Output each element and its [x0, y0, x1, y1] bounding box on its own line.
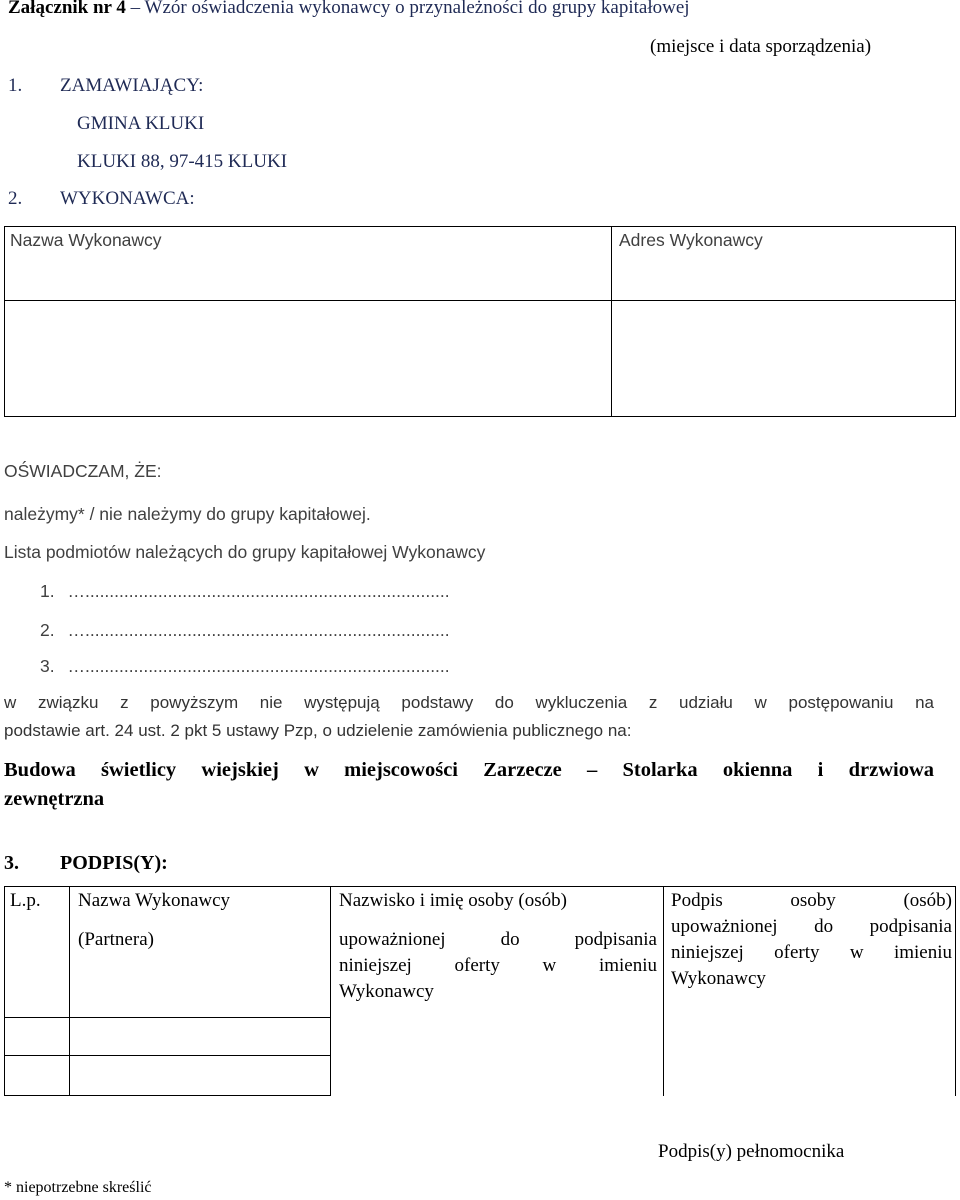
section1-label: ZAMAWIAJĄCY: [60, 75, 204, 96]
section2-number: 2. [8, 188, 23, 209]
proxy-signature-label: Podpis(y) pełnomocnika [658, 1141, 845, 1162]
person-authorized-line1: upoważnionej do podpisania [339, 929, 657, 950]
footnote: * niepotrzebne skreślić [4, 1179, 152, 1196]
exclusion-paragraph-line2: podstawie art. 24 ust. 2 pkt 5 ustawy Pzp, o udzielenie zamówienia publicznego na: [4, 721, 632, 740]
person-name-header: Nazwisko i imię osoby (osób) [339, 890, 567, 911]
contractor-address-field[interactable] [613, 302, 954, 415]
exclusion-paragraph-line1: w związku z powyższym nie występują podstawy do wykluczenia z udziału w postępowaniu na [4, 693, 934, 712]
section1-number: 1. [8, 75, 23, 96]
statement-heading: OŚWIADCZAM, ŻE: [4, 461, 162, 481]
list-item-blank[interactable]: …........................................................................... [67, 581, 450, 601]
signature-field[interactable] [665, 1019, 954, 1094]
project-title-line2: zewnętrzna [4, 788, 105, 810]
row1-name-field[interactable] [71, 1019, 329, 1054]
contracting-authority-name: GMINA KLUKI [77, 113, 205, 134]
contractor-name-field[interactable] [6, 302, 610, 415]
person-authorized-line2: niniejszej oferty w imieniu [339, 955, 657, 976]
signature-name-header: Nazwa Wykonawcy [78, 890, 231, 911]
section2-label: WYKONAWCA: [60, 188, 195, 209]
signature-header-line2: upoważnionej do podpisania [671, 916, 952, 937]
list-item-number: 1. [40, 581, 55, 601]
place-date-label: (miejsce i data sporządzenia) [650, 36, 872, 57]
list-item-number: 3. [40, 656, 55, 676]
list-item [40, 655, 450, 677]
annex-label: Załącznik nr 4 [8, 0, 126, 18]
section3-label: PODPIS(Y): [60, 852, 168, 874]
person-authorized-line3: Wykonawcy [339, 981, 434, 1002]
contracting-authority-address: KLUKI 88, 97-415 KLUKI [77, 151, 288, 172]
row2-lp-field[interactable] [6, 1057, 68, 1094]
row2-name-field[interactable] [71, 1057, 329, 1094]
lp-header: L.p. [10, 890, 41, 911]
signature-header-line1: Podpis osoby (osób) [671, 890, 952, 911]
signature-header-line4: Wykonawcy [671, 968, 766, 989]
signature-header-line3: niniejszej oferty w imieniu [671, 942, 952, 963]
list-item-number: 2. [40, 620, 55, 640]
list-item-blank[interactable]: …........................................................................... [67, 656, 450, 676]
list-item-blank[interactable]: …........................................................................... [67, 620, 450, 640]
person-name-field[interactable] [332, 1019, 662, 1094]
group-list-title: Lista podmiotów należących do grupy kapitałowej Wykonawcy [4, 542, 486, 562]
project-title-line1: Budowa świetlicy wiejskiej w miejscowości Zarzecze – Stolarka okienna i drzwiowa [4, 759, 934, 781]
list-item [40, 619, 450, 641]
annex-title [8, 0, 690, 19]
membership-statement: należymy* / nie należymy do grupy kapitałowej. [4, 504, 371, 524]
list-item [40, 580, 450, 602]
signature-partner-header: (Partnera) [78, 929, 154, 950]
row1-lp-field[interactable] [6, 1019, 68, 1054]
section3-number: 3. [4, 852, 19, 874]
annex-description: – Wzór oświadczenia wykonawcy o przynależności do grupy kapitałowej [130, 0, 690, 18]
contractor-name-header: Nazwa Wykonawcy [10, 230, 162, 250]
contractor-address-header: Adres Wykonawcy [619, 230, 763, 250]
